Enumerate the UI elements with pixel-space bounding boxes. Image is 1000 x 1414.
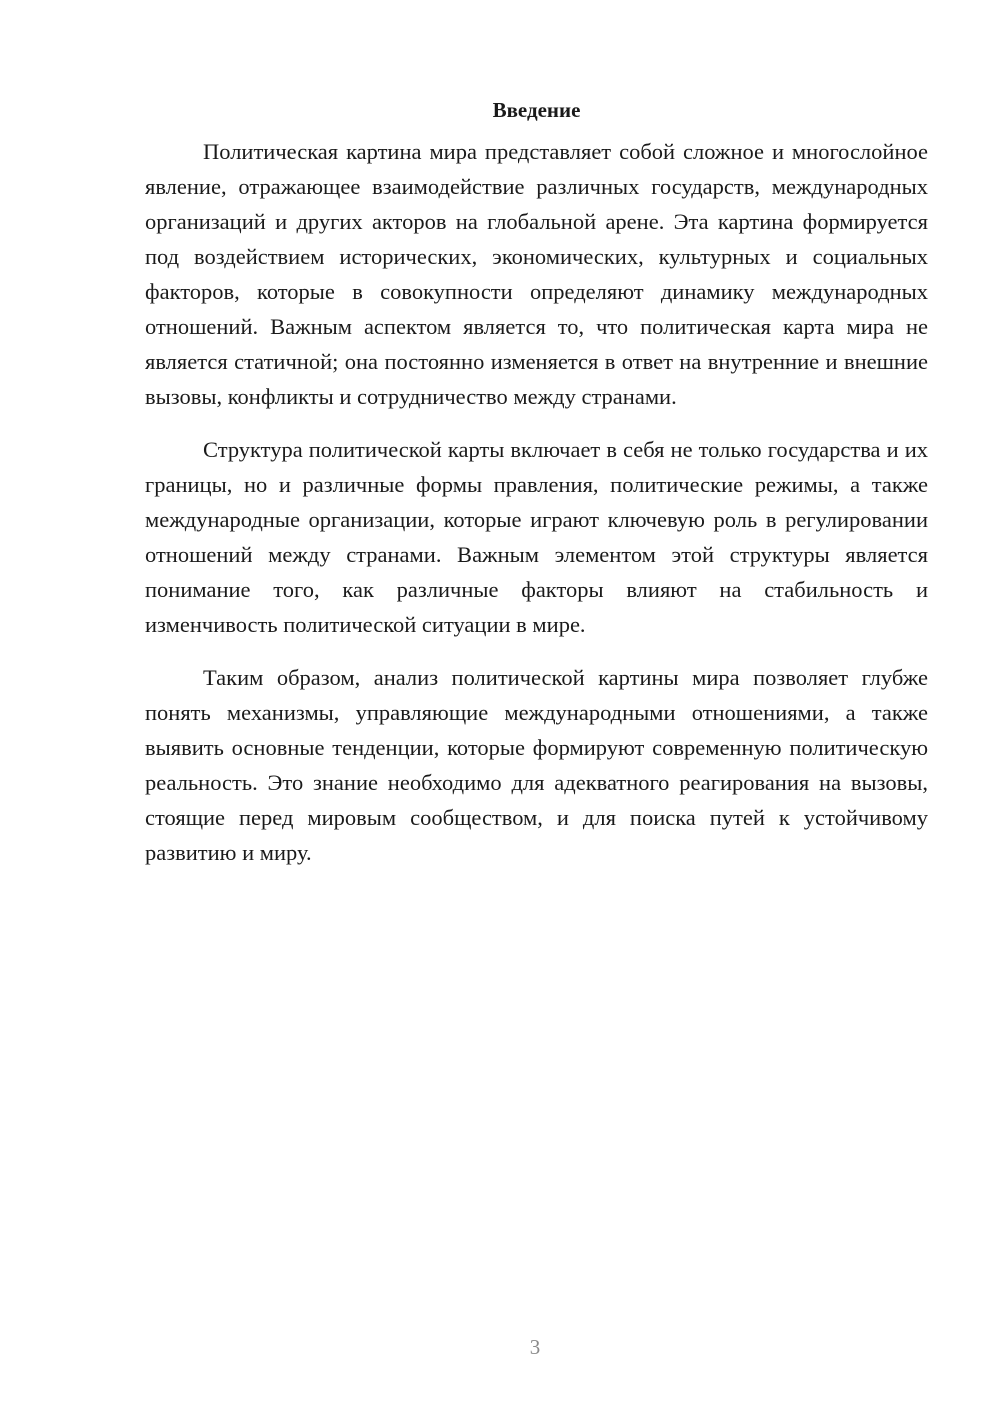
page-number: 3 — [529, 1335, 541, 1359]
section-heading: Введение — [492, 98, 581, 122]
paragraph-2: Структура политической карты включает в себя не только государства и их границы, но и различные формы правления, политические режимы, а также международные организации, которые играют ключевую роль в регулировании отношений между странами. Важным элементом этой структуры является понимание того, как различные факторы влияют на стабильность и изменчивость политической ситуации в мире. — [145, 437, 928, 637]
paragraph-3: Таким образом, анализ политической картины мира позволяет глубже понять механизмы, управляющие международными отношениями, а также выявить основные тенденции, которые формируют современную политическую реальность. Это знание необходимо для адекватного реагирования на вызовы, стоящие перед мировым сообществом, и для поиска путей к устойчивому развитию и миру. — [145, 665, 928, 865]
page-content — [145, 96, 928, 888]
paragraph-1: Политическая картина мира представляет собой сложное и многослойное явление, отражающее взаимодействие различных государств, международных организаций и других акторов на глобальной арене. Эта картина формируется под воздействием исторических, экономических, культурных и социальных факторов, которые в совокупности определяют динамику международных отношений. Важным аспектом является то, что политическая карта мира не является статичной; она постоянно изменяется в ответ на внутренние и внешние вызовы, конфликты и сотрудничество между странами. — [145, 139, 928, 409]
